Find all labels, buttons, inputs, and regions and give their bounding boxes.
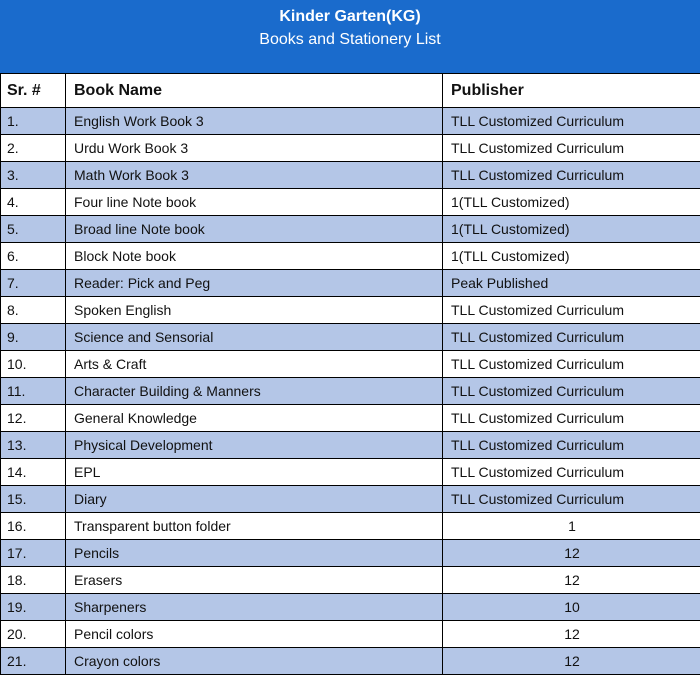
cell-sr: 5. (1, 216, 66, 243)
cell-sr: 6. (1, 243, 66, 270)
page-title: Kinder Garten(KG) (279, 8, 421, 25)
cell-book-name: Character Building & Manners (66, 378, 443, 405)
table-row (1, 189, 700, 216)
cell-publisher: TLL Customized Curriculum (443, 135, 700, 162)
page-subtitle: Books and Stationery List (259, 31, 441, 48)
cell-publisher: 10 (443, 594, 700, 621)
table-row (1, 567, 700, 594)
cell-sr: 4. (1, 189, 66, 216)
table-row (1, 513, 700, 540)
table-row (1, 405, 700, 432)
cell-book-name: Diary (66, 486, 443, 513)
cell-publisher: 1(TLL Customized) (443, 189, 700, 216)
cell-publisher: TLL Customized Curriculum (443, 405, 700, 432)
cell-sr: 13. (1, 432, 66, 459)
cell-sr: 9. (1, 324, 66, 351)
cell-sr: 10. (1, 351, 66, 378)
cell-publisher: 12 (443, 540, 700, 567)
cell-book-name: Block Note book (66, 243, 443, 270)
table-row (1, 432, 700, 459)
column-header-sr: Sr. # (1, 74, 66, 108)
cell-book-name: Broad line Note book (66, 216, 443, 243)
cell-publisher: TLL Customized Curriculum (443, 378, 700, 405)
table-row (1, 216, 700, 243)
cell-sr: 19. (1, 594, 66, 621)
cell-sr: 16. (1, 513, 66, 540)
cell-sr: 18. (1, 567, 66, 594)
cell-publisher: TLL Customized Curriculum (443, 108, 700, 135)
cell-publisher: 12 (443, 567, 700, 594)
table-row (1, 243, 700, 270)
cell-book-name: Urdu Work Book 3 (66, 135, 443, 162)
cell-publisher: Peak Published (443, 270, 700, 297)
cell-publisher: TLL Customized Curriculum (443, 486, 700, 513)
cell-book-name: Pencil colors (66, 621, 443, 648)
cell-sr: 8. (1, 297, 66, 324)
column-header-book-name: Book Name (66, 74, 443, 108)
cell-sr: 14. (1, 459, 66, 486)
table-row (1, 540, 700, 567)
cell-sr: 15. (1, 486, 66, 513)
cell-book-name: Four line Note book (66, 189, 443, 216)
cell-book-name: Sharpeners (66, 594, 443, 621)
table-header-row (1, 74, 700, 108)
cell-book-name: Crayon colors (66, 648, 443, 675)
cell-sr: 12. (1, 405, 66, 432)
table-row (1, 108, 700, 135)
cell-sr: 7. (1, 270, 66, 297)
cell-book-name: General Knowledge (66, 405, 443, 432)
cell-book-name: Arts & Craft (66, 351, 443, 378)
cell-publisher: 12 (443, 621, 700, 648)
table-row (1, 324, 700, 351)
table-row (1, 162, 700, 189)
table-row (1, 297, 700, 324)
cell-book-name: English Work Book 3 (66, 108, 443, 135)
cell-book-name: Science and Sensorial (66, 324, 443, 351)
cell-publisher: 1(TLL Customized) (443, 216, 700, 243)
cell-book-name: Erasers (66, 567, 443, 594)
cell-book-name: Pencils (66, 540, 443, 567)
cell-sr: 1. (1, 108, 66, 135)
cell-publisher: 12 (443, 648, 700, 675)
cell-sr: 17. (1, 540, 66, 567)
table-row (1, 135, 700, 162)
cell-publisher: 1(TLL Customized) (443, 243, 700, 270)
table-row (1, 594, 700, 621)
cell-publisher: TLL Customized Curriculum (443, 432, 700, 459)
cell-publisher: 1 (443, 513, 700, 540)
cell-publisher: TLL Customized Curriculum (443, 162, 700, 189)
cell-publisher: TLL Customized Curriculum (443, 351, 700, 378)
cell-book-name: EPL (66, 459, 443, 486)
table-row (1, 351, 700, 378)
table-row (1, 378, 700, 405)
column-header-publisher: Publisher (443, 74, 700, 108)
cell-book-name: Transparent button folder (66, 513, 443, 540)
books-table (0, 73, 700, 675)
cell-publisher: TLL Customized Curriculum (443, 459, 700, 486)
table-row (1, 486, 700, 513)
cell-book-name: Reader: Pick and Peg (66, 270, 443, 297)
cell-book-name: Physical Development (66, 432, 443, 459)
cell-publisher: TLL Customized Curriculum (443, 324, 700, 351)
cell-book-name: Math Work Book 3 (66, 162, 443, 189)
table-row (1, 621, 700, 648)
cell-publisher: TLL Customized Curriculum (443, 297, 700, 324)
cell-sr: 2. (1, 135, 66, 162)
table-row (1, 648, 700, 675)
cell-book-name: Spoken English (66, 297, 443, 324)
cell-sr: 11. (1, 378, 66, 405)
table-row (1, 270, 700, 297)
cell-sr: 21. (1, 648, 66, 675)
cell-sr: 20. (1, 621, 66, 648)
cell-sr: 3. (1, 162, 66, 189)
list-header (0, 0, 700, 73)
table-row (1, 459, 700, 486)
